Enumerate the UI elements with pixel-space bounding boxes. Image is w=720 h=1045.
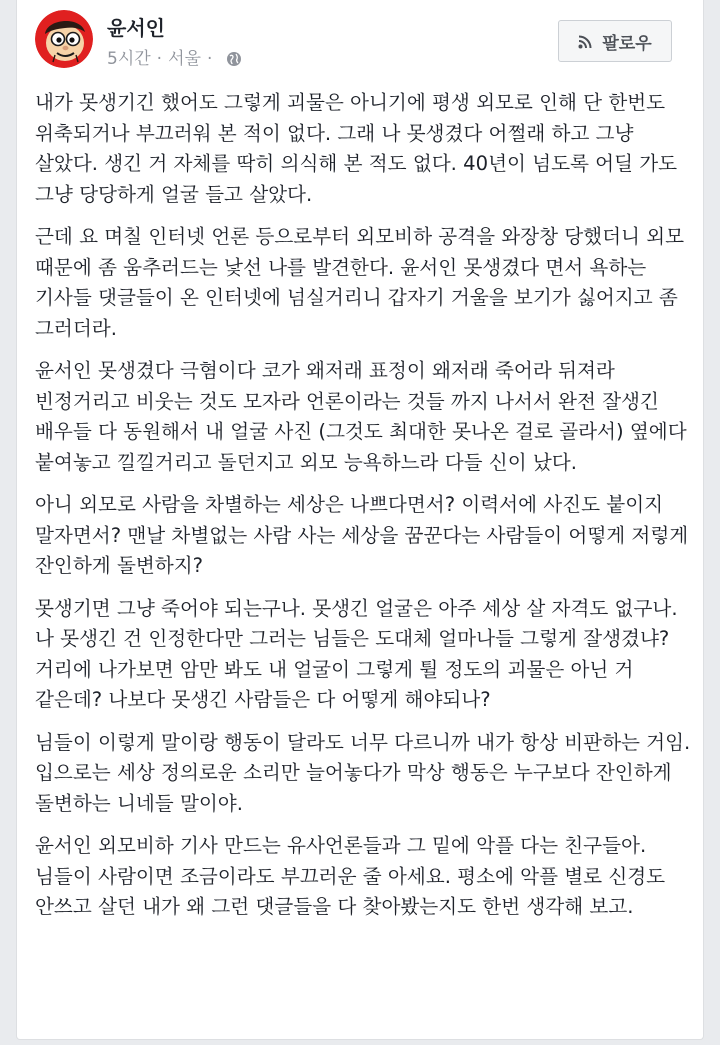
follow-button[interactable]: [558, 20, 672, 62]
rss-icon: [578, 34, 592, 48]
meta-separator-2: ·: [206, 49, 213, 69]
follow-button-label: 팔로우: [602, 33, 652, 54]
post-time[interactable]: 5시간: [107, 49, 151, 69]
globe-icon[interactable]: [226, 51, 242, 67]
post-meta: [107, 48, 242, 70]
author-name[interactable]: 윤서인: [107, 16, 165, 40]
post-paragraph: 윤서인 외모비하 기사 만드는 유사언론들과 그 밑에 악플 다는 친구들아. 님들이 사람이면 조금이라도 부끄러운 줄 아세요. 평소에 악플 별로 신경도 안쓰고 살던 내가 왜 그런 댓글들을 다 찾아봤는지도 한번 생각해 보고.: [35, 834, 666, 918]
post-paragraph: 못생기면 그냥 죽어야 되는구나. 못생긴 얼굴은 아주 세상 살 자격도 없구나. 나 못생긴 건 인정한다만 그러는 님들은 도대체 얼마나들 그렇게 잘생겼냐? 거리에 나가보면 암만 봐도 내 얼굴이 그렇게 튈 정도의 괴물은 아닌 거 같은데? 나보다 못생긴 사람들은 다 어떻게 해야되나?: [35, 596, 678, 711]
post-paragraph: 아니 외모로 사람을 차별하는 세상은 나쁘다면서? 이력서에 사진도 붙이지 말자면서? 맨날 차별없는 사람 사는 세상을 꿈꾼다는 사람들이 어떻게 저렇게 잔인하게 돌변하지?: [35, 493, 689, 577]
author-avatar[interactable]: [35, 10, 93, 68]
post-body: [35, 88, 695, 935]
meta-separator: ·: [156, 49, 163, 69]
post-paragraph: 근데 요 며칠 인터넷 언론 등으로부터 외모비하 공격을 와장창 당했더니 외모 때문에 좀 움추러드는 낯선 나를 발견한다. 윤서인 못생겼다 면서 욕하는 기사들 댓글들이 온 인터넷에 넘실거리니 갑자기 거울을 보기가 싫어지고 좀 그러더라.: [35, 225, 685, 340]
post-location[interactable]: 서울: [168, 49, 201, 69]
cartoon-face-avatar-icon: [35, 10, 93, 68]
post-paragraph: 내가 못생기긴 했어도 그렇게 괴물은 아니기에 평생 외모로 인해 단 한번도 위축되거나 부끄러워 본 적이 없다. 그래 나 못생겼다 어쩔래 하고 그냥 살았다. 생긴 거 자체를 딱히 의식해 본 적도 없다. 40년이 넘도록 어딜 가도 그냥 당당하게 얼굴 들고 살았다.: [35, 91, 678, 206]
post-paragraph: 윤서인 못생겼다 극혐이다 코가 왜저래 표정이 왜저래 죽어라 뒤져라 빈정거리고 비웃는 것도 모자라 언론이라는 것들 까지 나서서 완전 잘생긴 배우들 다 동원해서 내 얼굴 사진 (그것도 최대한 못나온 걸로 골라서) 옆에다 붙여놓고 낄낄거리고 돌던지고 외모 능욕하느라 다들 신이 났다.: [35, 359, 687, 474]
post-card: [16, 0, 704, 1040]
post-paragraph: 님들이 이렇게 말이랑 행동이 달라도 너무 다르니까 내가 항상 비판하는 거임. 입으로는 세상 정의로운 소리만 늘어놓다가 막상 행동은 누구보다 잔인하게 돌변하는 니네들 말이야.: [35, 730, 691, 815]
